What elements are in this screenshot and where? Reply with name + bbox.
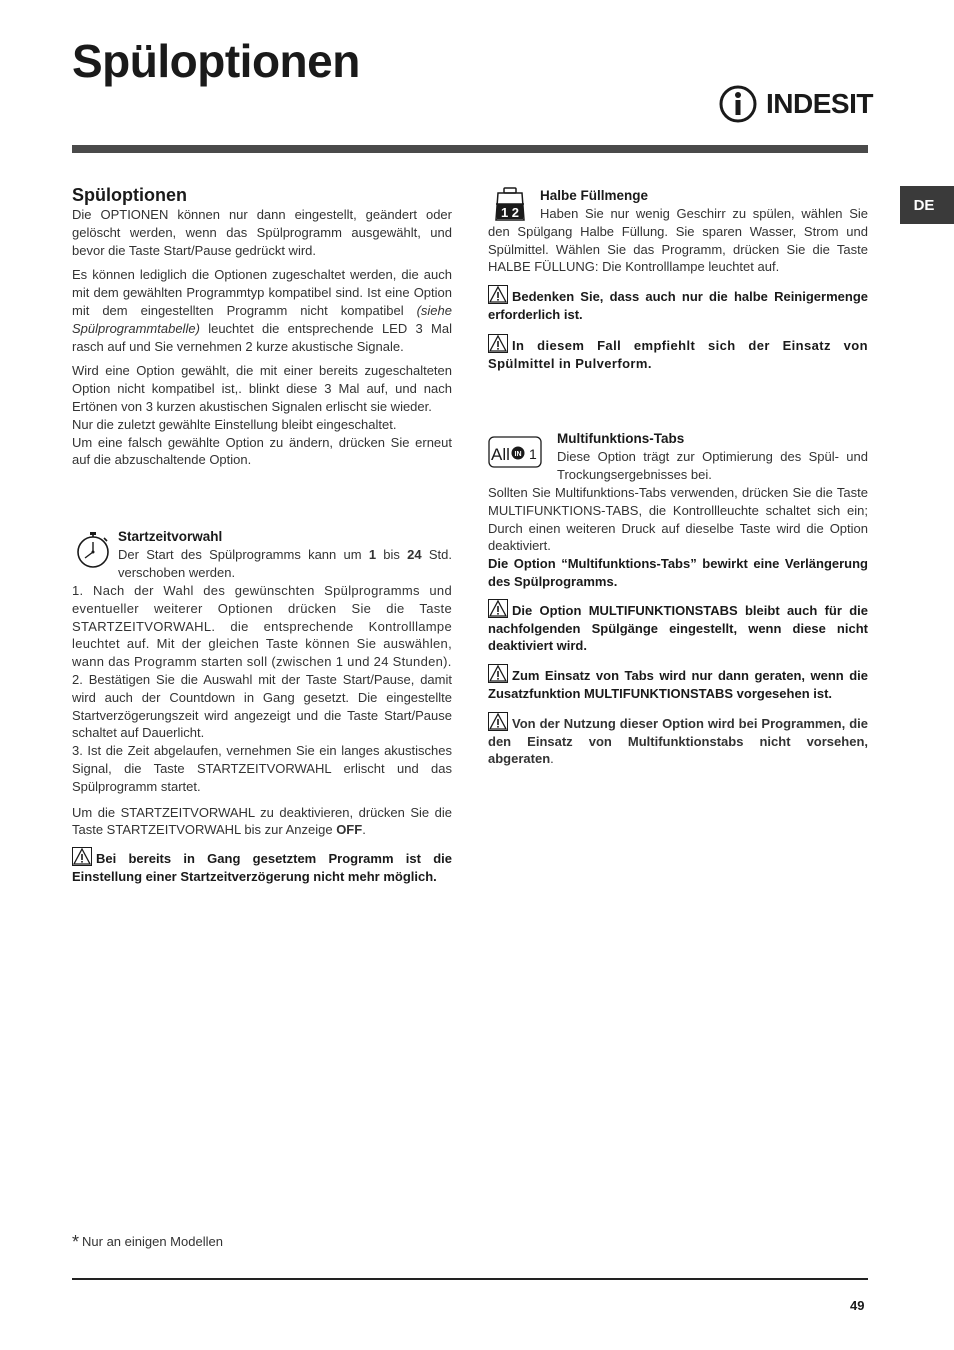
- warning-icon: [488, 664, 508, 683]
- warning-icon: [488, 334, 508, 353]
- multifunction-tabs-icon: [488, 436, 542, 468]
- footnote-text: Nur an einigen Modellen: [82, 1234, 223, 1249]
- delay-deactivate-end: .: [362, 822, 366, 838]
- half-load-warning-1-text: Bedenken Sie, dass auch nur die halbe Reinigermenge erforderlich ist.: [488, 289, 868, 322]
- header-divider: [72, 145, 868, 153]
- intro-paragraph-1: Die OPTIONEN können nur dann eingestellt, geändert oder gelöscht werden, wenn das Spülprogramm ausgewählt, und bevor die Taste Start/Pause gedrückt wird.: [72, 207, 452, 258]
- half-load-warning-2: [488, 334, 868, 373]
- multifunction-tabs-warning-3: [488, 712, 868, 768]
- multifunction-tabs-warning-3-end: .: [550, 751, 554, 767]
- program-table-reference: (siehe Spülprogrammtabelle): [72, 302, 452, 336]
- delay-min-hours: 1: [368, 546, 377, 562]
- half-load-title: Halbe Füllmenge: [540, 188, 649, 203]
- half-load-body: [488, 205, 868, 372]
- footnote-asterisk: *: [72, 1232, 80, 1252]
- half-load-warning-1: [488, 285, 868, 324]
- delay-step-1: 1. Nach der Wahl des gewünschten Spülprogramms und eventueller weiterer Optionen drücken Sie die Taste STARTZEITVORWAHL. die entsprechende Kontrolllampe leuchtet auf. Mit der gleichen Taste können Sie auswählen, wann das Programm starten soll (zwischen 1 und 24 Stunden).: [72, 583, 452, 670]
- page-title: Spüloptionen: [72, 35, 360, 87]
- language-tab: DE: [900, 186, 954, 224]
- delay-step-2: 2. Bestätigen Sie die Auswahl mit der Taste Start/Pause, damit wird auch der Countdown in Gang gesetzt. Die eingestellte Startverzögerungszeit wird angezeigt und die Taste Start/Pause schaltet auf Dauerlicht.: [72, 671, 452, 741]
- delay-warning-text: Bei bereits in Gang gesetztem Programm ist die Einstellung einer Startzeitverzögerung nicht mehr möglich.: [72, 851, 452, 884]
- page-number: 49: [850, 1298, 865, 1313]
- multifunction-tabs-warning-3-text: Von der Nutzung dieser Option wird bei Programmen, die den Einsatz von Multifunktionstabs nicht vorsehen, abgeraten: [488, 715, 868, 767]
- delay-start-header: [118, 528, 452, 581]
- warning-icon: [488, 599, 508, 618]
- delay-start-title: Startzeitvorwahl: [118, 529, 223, 544]
- delay-max-hours: 24: [407, 546, 422, 562]
- intro-paragraph-5: Um eine falsch gewählte Option zu ändern, drücken Sie erneut auf die abzuschaltende Option.: [72, 434, 452, 468]
- multifunction-tabs-warning-2: [488, 664, 868, 703]
- delay-deactivate: [72, 804, 452, 840]
- delay-warning: [72, 847, 452, 886]
- delay-start-description: [118, 546, 452, 582]
- footnote: [72, 1232, 223, 1253]
- multifunction-tabs-warning-1: [488, 599, 868, 655]
- indesit-logo: [718, 84, 873, 124]
- indesit-logo-icon: [718, 84, 758, 124]
- multifunction-tabs-description-1: Diese Option trägt zur Optimierung des Spül- und Trockungsergebnisses bei.: [557, 448, 868, 482]
- delay-step-3: 3. Ist die Zeit abgelaufen, vernehmen Sie ein langes akustisches Signal, die Taste STARTZEITVORWAHL erlischt und das Spülprogramm startet.: [72, 743, 452, 794]
- delay-timer-icon: [74, 529, 112, 571]
- multifunction-tabs-warning-1-text: Die Option MULTIFUNKTIONSTABS bleibt auch für die nachfolgenden Spülgänge eingestellt, wenn diese nicht deaktiviert wird.: [488, 602, 868, 654]
- warning-icon: [488, 712, 508, 731]
- half-load-description: Haben Sie nur wenig Geschirr zu spülen, wählen Sie den Spülgang Halbe Füllung. Sie sparen Wasser, Strom und Spülmittel. Wählen Sie das Programm, drücken Sie die Taste HALBE FÜLLUNG: Die Kontrolllampe leuchtet auf.: [488, 206, 868, 275]
- tabs-icon-all: All: [491, 445, 510, 464]
- half-load-warning-2-text: In diesem Fall empfiehlt sich der Einsatz von Spülmittel in Pulverform.: [488, 337, 868, 371]
- multifunction-tabs-description-2: Sollten Sie Multifunktions-Tabs verwenden, drücken Sie die Taste MULTIFUNKTIONS-TABS, die Kontrollleuchte schaltet sich ein; Durch einen weiteren Druck auf dieselbe Taste wird die Option deaktiviert.: [488, 485, 868, 554]
- warning-icon: [488, 285, 508, 304]
- logo-text: INDESIT: [766, 88, 873, 119]
- intro-section: [72, 184, 452, 469]
- intro-paragraph-4: Nur die zuletzt gewählte Einstellung bleibt eingeschaltet.: [72, 416, 397, 432]
- delay-off-label: OFF: [336, 822, 363, 838]
- half-load-icon-label: 1 2: [500, 205, 520, 220]
- delay-desc-part-2: bis: [376, 546, 408, 562]
- multifunction-tabs-body: [488, 484, 868, 768]
- tabs-icon-in: IN: [514, 451, 522, 458]
- intro-paragraph-2-start: Es können lediglich die Optionen zugeschaltet werden, die auch mit dem gewählten Programmtyp kompatibel sind. Ist eine Option mit dem eingestellten Programm nicht kompatibel: [72, 267, 452, 318]
- multifunction-tabs-description-3: Die Option “Multifunktions-Tabs” bewirkt eine Verlängerung des Spülprogramms.: [488, 556, 868, 589]
- multifunction-tabs-header: [557, 430, 868, 483]
- delay-start-steps: [72, 582, 452, 886]
- half-load-header: [540, 187, 868, 205]
- delay-deactivate-text: Um die STARTZEITVORWAHL zu deaktivieren, drücken Sie die Taste STARTZEITVORWAHL bis zur Anzeige: [72, 804, 452, 838]
- delay-desc-part-1: Der Start des Spülprogramms kann um: [118, 546, 369, 562]
- tabs-icon-one: 1: [529, 446, 537, 462]
- intro-paragraph-2-end: leuchtet die entsprechende LED 3 Mal rasch auf und Sie vernehmen 2 kurze akustische Signale.: [72, 320, 452, 354]
- delay-desc-part-3: Std. verschoben werden.: [118, 546, 452, 580]
- multifunction-tabs-title: Multifunktions-Tabs: [557, 431, 685, 446]
- footer-divider: [72, 1278, 868, 1280]
- section-title: Spüloptionen: [72, 185, 187, 205]
- multifunction-tabs-warning-2-text: Zum Einsatz von Tabs wird nur dann geraten, wenn die Zusatzfunktion MULTIFUNKTIONSTABS vorgesehen ist.: [488, 668, 868, 701]
- warning-icon: [72, 847, 92, 866]
- intro-paragraph-2: [72, 266, 452, 355]
- intro-paragraph-3: Wird eine Option gewählt, die mit einer bereits zugeschalteten Option nicht kompatibel ist,. blinkt diese 3 Mal auf, und nach Ertönen von 3 kurzen akustischen Signalen erlischt sie wieder.: [72, 363, 452, 414]
